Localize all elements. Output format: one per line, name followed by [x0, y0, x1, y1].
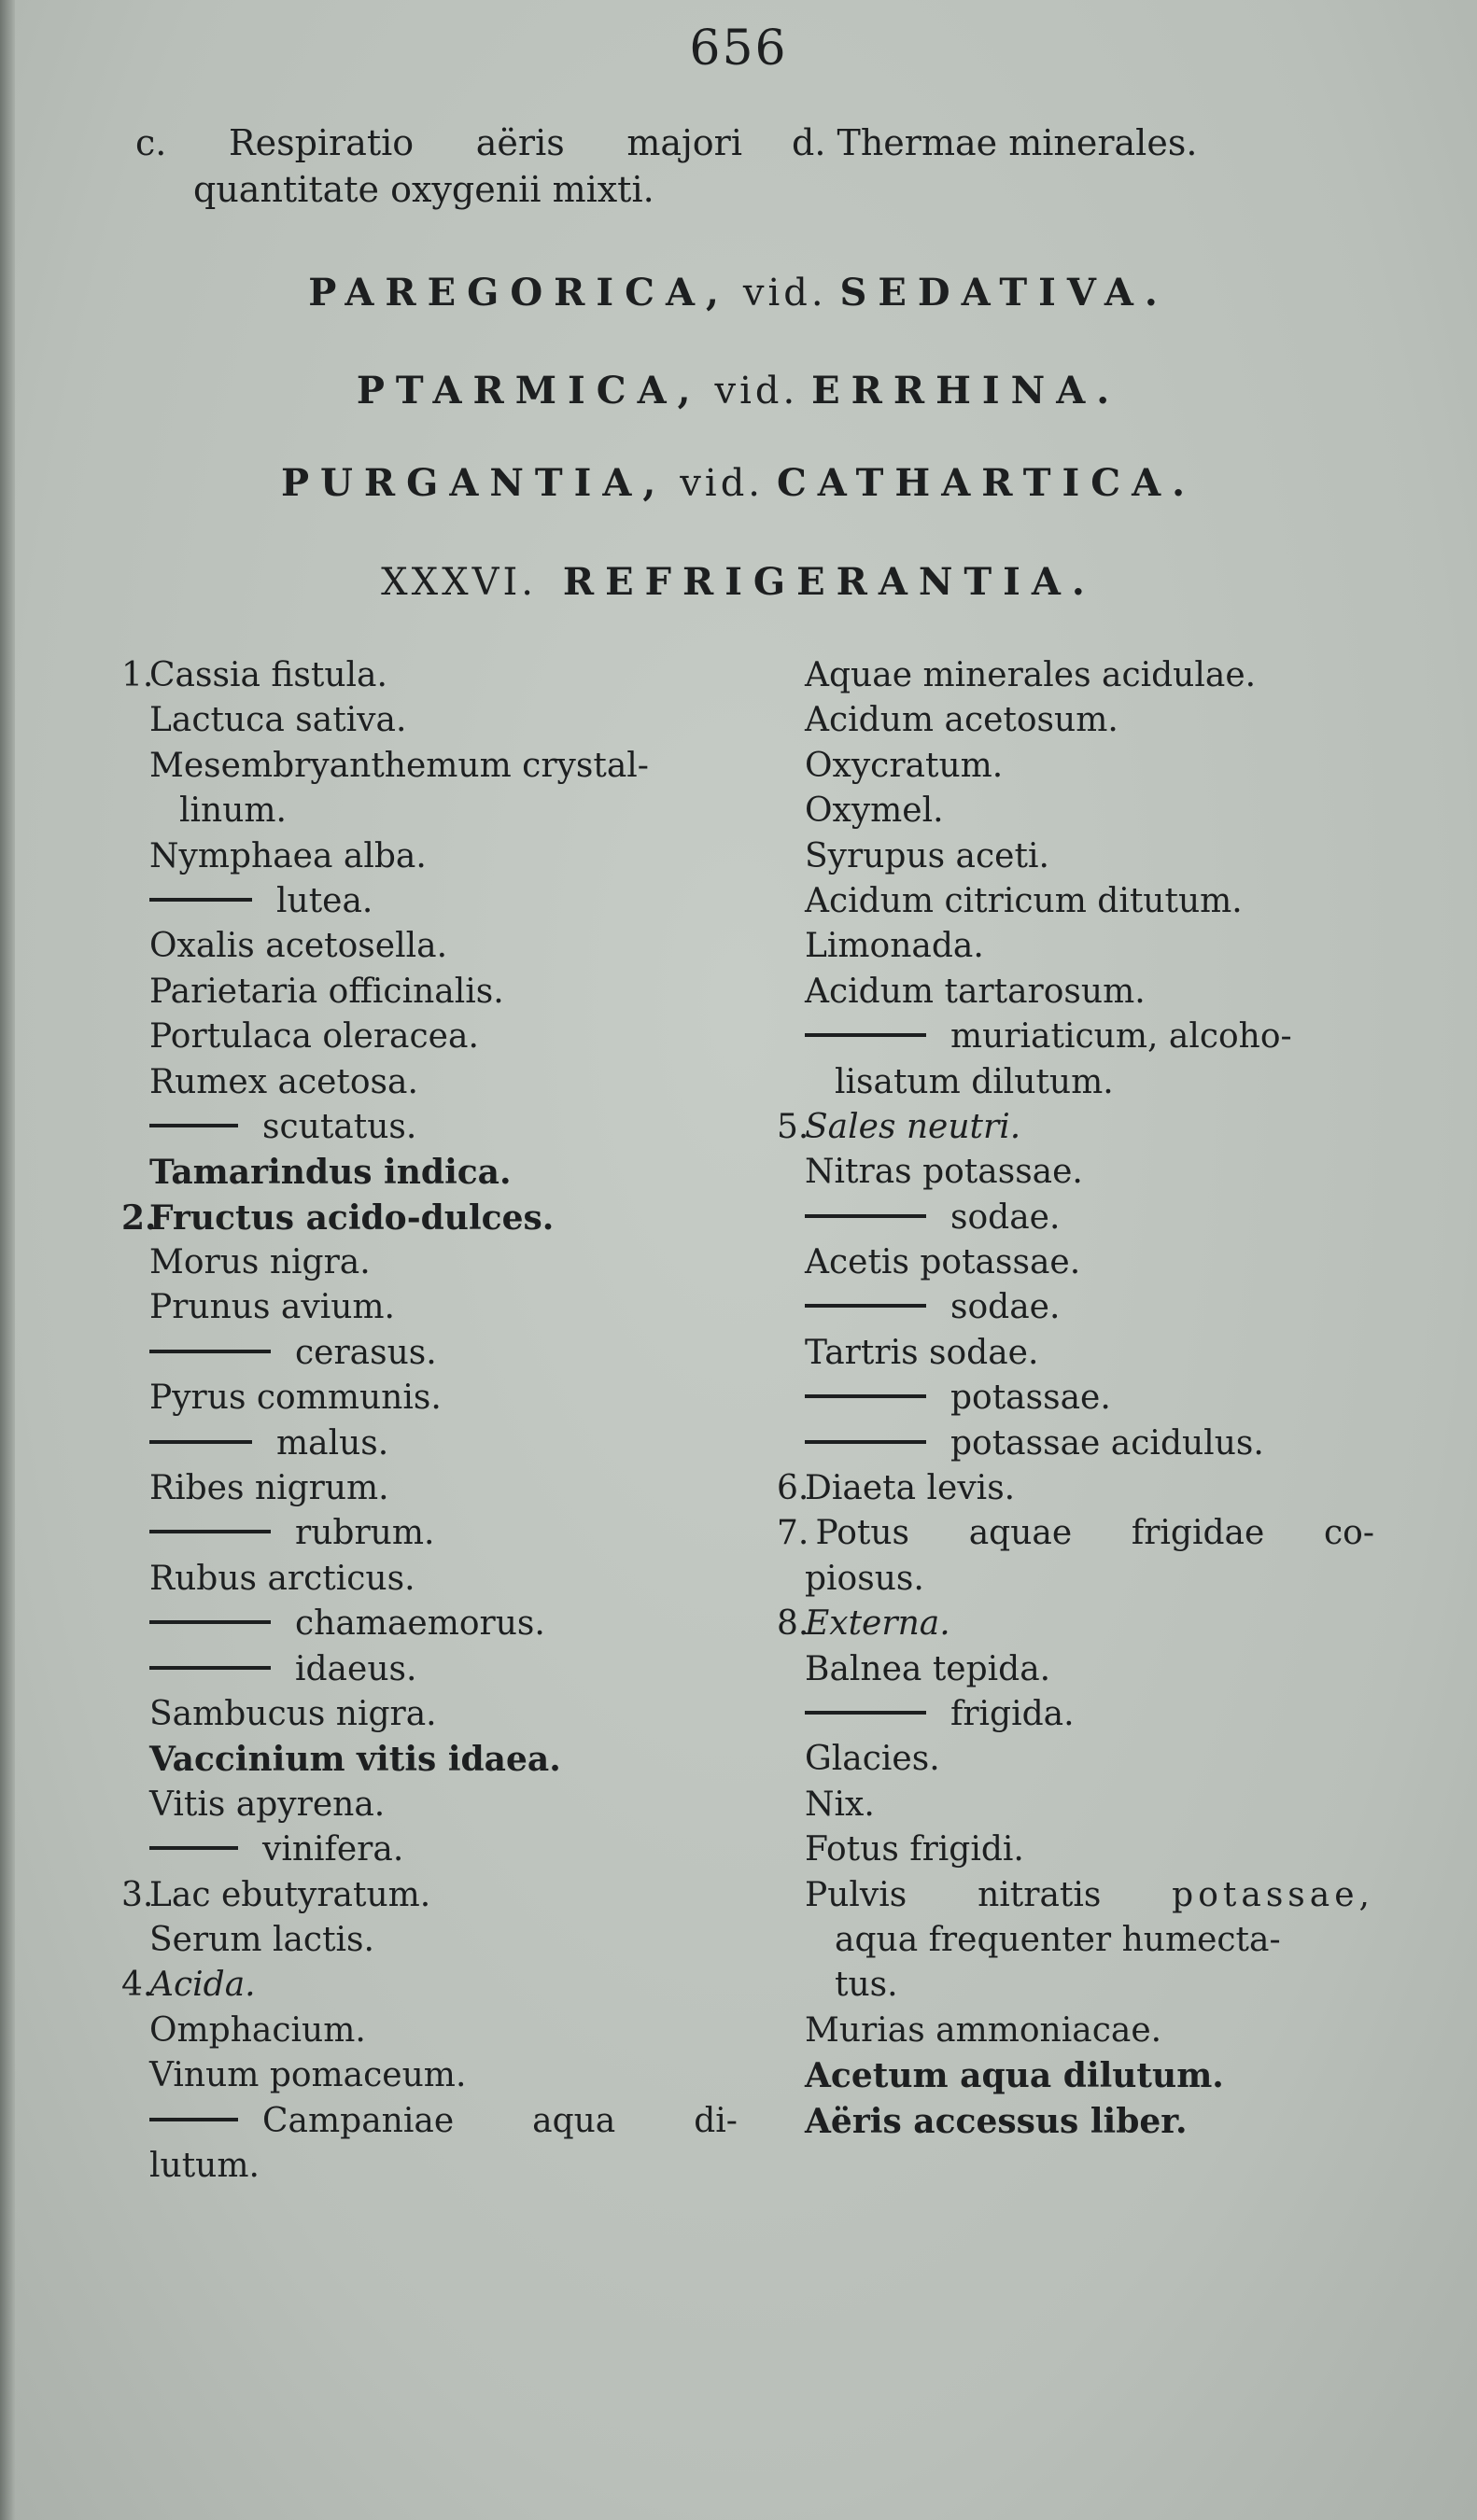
item-text: scutatus.	[262, 1107, 417, 1146]
ditto-dash	[149, 1666, 271, 1670]
list-item: Limonada.	[805, 927, 984, 966]
list-item	[777, 1511, 1374, 1556]
item-word: nitratis	[978, 1875, 1102, 1914]
list-item	[121, 1873, 738, 1918]
page-number: 656	[689, 21, 788, 77]
list-item: Vaccinium vitis idaea.	[149, 1740, 561, 1780]
list-item: Vitis apyrena.	[149, 1785, 386, 1824]
heading-vid: vid.	[742, 272, 827, 315]
list-item: Syrupus aceti.	[805, 836, 1049, 875]
list-item: Balnea tepida.	[805, 1649, 1051, 1688]
list-item	[121, 1647, 738, 1692]
item-number: 2.	[121, 1197, 157, 1238]
list-item: Aquae minerales acidulae.	[805, 656, 1257, 694]
item-text	[777, 1511, 909, 1556]
list-item: Aëris accessus liber.	[805, 2101, 1188, 2141]
list-item: Pyrus communis.	[149, 1379, 442, 1418]
intro-c-word: Respiratio	[228, 122, 415, 163]
ditto-dash	[149, 2118, 238, 2121]
intro-c-word: aëris	[475, 122, 565, 163]
list-item	[121, 879, 738, 924]
list-item	[777, 1376, 1374, 1421]
ditto-dash	[805, 1440, 926, 1444]
item-word: di-	[694, 2101, 738, 2140]
list-item	[777, 1285, 1374, 1330]
item-word: aqua	[532, 2101, 616, 2140]
item-word: aquae	[968, 1514, 1073, 1553]
list-item: Acetum aqua dilutum.	[805, 2056, 1224, 2096]
heading-ptarmica	[0, 369, 1477, 413]
list-item	[121, 1331, 738, 1376]
list-item: Nitras potassae.	[805, 1153, 1083, 1192]
heading-purgantia	[0, 461, 1477, 505]
list-item	[121, 1421, 738, 1466]
list-item	[777, 1421, 1374, 1466]
ditto-dash	[149, 1440, 252, 1444]
list-item	[777, 1692, 1374, 1737]
heading-ref: SEDATIVA.	[839, 271, 1169, 315]
list-item: linum.	[179, 791, 287, 831]
list-item: lisatum dilutum.	[835, 1062, 1114, 1101]
list-item	[121, 653, 738, 698]
item-number: 1.	[121, 656, 154, 694]
item-number: 4.	[121, 1966, 154, 2005]
ditto-dash	[149, 898, 252, 902]
intro-c-line2: quantitate oxygenii mixti.	[193, 169, 654, 210]
list-item: Ribes nigrum.	[149, 1469, 389, 1508]
item-text: potassae.	[950, 1379, 1111, 1418]
ditto-dash	[149, 1124, 238, 1127]
list-item: Acidum citricum ditutum.	[805, 881, 1243, 920]
heading-paregorica	[0, 271, 1477, 315]
intro-item-d: d. Thermae minerales.	[792, 122, 1198, 163]
list-item: Prunus avium.	[149, 1288, 395, 1327]
list-item: Portulaca oleracea.	[149, 1017, 479, 1057]
item-word: co-	[1323, 1514, 1374, 1553]
list-item: tus.	[835, 1966, 898, 2005]
list-item: Murias ammoniacae.	[805, 2010, 1162, 2050]
left-column	[121, 653, 738, 2189]
list-item	[121, 2099, 738, 2144]
list-item: Acidum acetosum.	[805, 701, 1118, 740]
heading-ref: CATHARTICA.	[776, 461, 1197, 505]
list-item: Sambucus nigra.	[149, 1694, 437, 1733]
section-title: REFRIGERANTIA.	[562, 560, 1096, 604]
item-text: Externa.	[805, 1604, 950, 1644]
item-text: Fructus acido-dulces.	[149, 1197, 555, 1238]
item-word: potassae,	[1172, 1875, 1374, 1914]
intro-c-label: c.	[135, 122, 167, 163]
list-item: Morus nigra.	[149, 1243, 371, 1282]
item-number: 7.	[777, 1514, 809, 1553]
list-item	[121, 1602, 738, 1646]
list-item: Oxycratum.	[805, 746, 1004, 785]
list-item	[777, 1196, 1374, 1240]
heading-vid: vid.	[714, 370, 799, 413]
item-text: Cassia fistula.	[149, 656, 387, 694]
section-number: XXXVI.	[381, 561, 537, 604]
list-item	[121, 1963, 738, 2008]
item-text: potassae acidulus.	[950, 1423, 1264, 1463]
list-item: Parietaria officinalis.	[149, 972, 504, 1011]
item-text: Sales neutri.	[805, 1107, 1021, 1146]
list-item	[777, 1015, 1374, 1059]
item-number: 3.	[121, 1875, 154, 1914]
list-item: Mesembryanthemum crystal-	[149, 746, 649, 785]
item-text: sodae.	[950, 1197, 1061, 1237]
ditto-dash	[805, 1033, 926, 1037]
list-item	[777, 1466, 1374, 1511]
list-item: aqua frequenter humecta-	[835, 1920, 1281, 1959]
item-word: Pulvis	[805, 1875, 907, 1914]
list-item	[777, 1105, 1374, 1150]
item-text: Acida.	[149, 1966, 256, 2005]
ditto-dash	[805, 1394, 926, 1398]
list-item: Oxalis acetosella.	[149, 927, 448, 966]
item-text: cerasus.	[295, 1333, 437, 1372]
list-item	[777, 1873, 1374, 1918]
heading-ref: ERRHINA.	[811, 369, 1121, 413]
list-item	[121, 1196, 738, 1240]
list-item: Lactuca sativa.	[149, 701, 407, 740]
item-word: Campaniae	[262, 2101, 455, 2140]
section-heading	[0, 560, 1477, 604]
item-text: lutea.	[276, 881, 373, 920]
list-item: Rumex acetosa.	[149, 1062, 418, 1101]
list-item: Acetis potassae.	[805, 1243, 1081, 1282]
list-item: Nix.	[805, 1785, 875, 1824]
ditto-dash	[805, 1711, 926, 1715]
item-text: idaeus.	[295, 1649, 417, 1688]
item-text: malus.	[276, 1423, 389, 1463]
heading-vid: vid.	[680, 462, 765, 505]
list-item: Nymphaea alba.	[149, 836, 427, 875]
item-text: Diaeta levis.	[805, 1469, 1016, 1508]
list-item: Acidum tartarosum.	[805, 972, 1146, 1011]
list-item	[777, 1602, 1374, 1646]
item-text: muriaticum, alcoho-	[950, 1017, 1292, 1057]
list-item: Oxymel.	[805, 791, 944, 831]
item-text: Lac ebutyratum.	[149, 1875, 431, 1914]
item-text: rubrum.	[295, 1514, 435, 1553]
ditto-dash	[149, 1620, 271, 1624]
heading-term: PURGANTIA,	[280, 461, 668, 505]
list-item: lutum.	[149, 2146, 260, 2185]
ditto-dash	[149, 1350, 271, 1353]
item-number: 5.	[777, 1107, 809, 1146]
item-word: frigidae	[1131, 1514, 1265, 1553]
list-item: piosus.	[805, 1559, 924, 1598]
item-word: Potus	[815, 1514, 910, 1553]
ditto-dash	[149, 1846, 238, 1850]
list-item: Serum lactis.	[149, 1920, 374, 1959]
intro-c-word: majori	[626, 122, 742, 163]
list-item	[121, 1105, 738, 1150]
ditto-dash	[805, 1304, 926, 1308]
right-column	[777, 653, 1374, 2144]
item-number: 6.	[777, 1469, 809, 1508]
heading-term: PAREGORICA,	[308, 271, 730, 315]
item-text: vinifera.	[262, 1830, 404, 1869]
list-item: Tartris sodae.	[805, 1333, 1039, 1372]
list-item	[121, 1511, 738, 1556]
ditto-dash	[805, 1214, 926, 1218]
item-text: frigida.	[950, 1694, 1075, 1733]
item-text: sodae.	[950, 1288, 1061, 1327]
list-item: Rubus arcticus.	[149, 1559, 415, 1598]
list-item: Fotus frigidi.	[805, 1830, 1024, 1869]
item-number: 8.	[777, 1604, 809, 1644]
intro-item-c	[135, 119, 742, 213]
heading-term: PTARMICA,	[356, 369, 702, 413]
item-text: chamaemorus.	[295, 1604, 545, 1644]
list-item: Omphacium.	[149, 2010, 366, 2050]
list-item: Tamarindus indica.	[149, 1153, 512, 1193]
ditto-dash	[149, 1530, 271, 1533]
item-text	[149, 2099, 454, 2144]
list-item: Glacies.	[805, 1740, 940, 1779]
list-item	[121, 1827, 738, 1872]
list-item: Vinum pomaceum.	[149, 2056, 467, 2095]
